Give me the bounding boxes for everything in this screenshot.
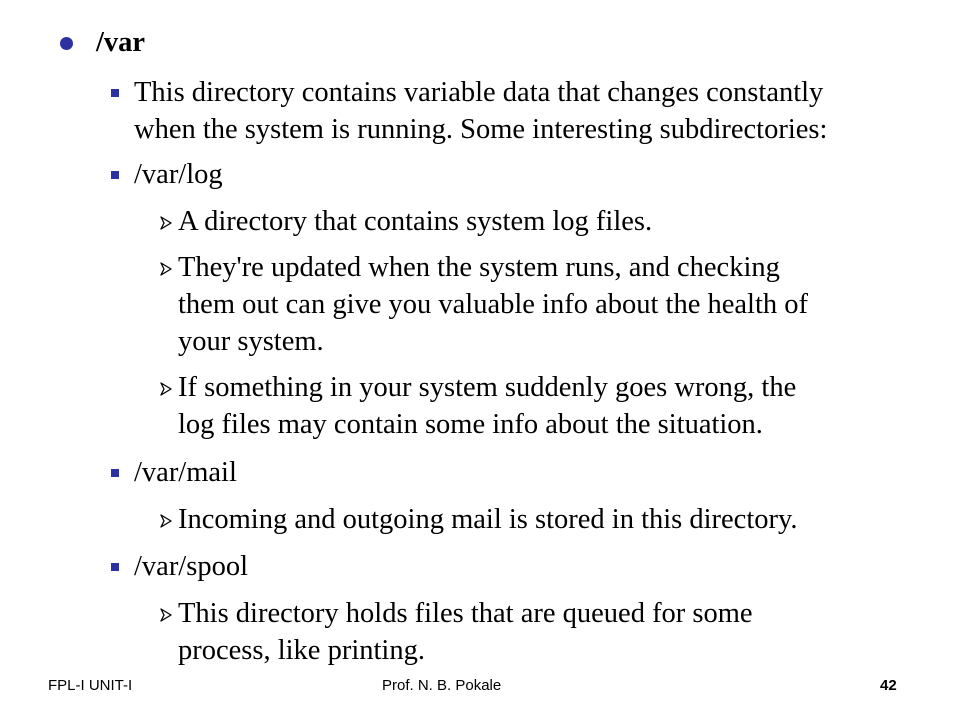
arrowhead-bullet-icon [160, 262, 172, 276]
mail-point-1: Incoming and outgoing mail is stored in this directory. [178, 504, 798, 535]
spool-point-1-line-1: This directory holds files that are queued for some [178, 598, 753, 629]
square-bullet-icon [111, 89, 119, 97]
spool-point-1-line-2: process, like printing. [178, 635, 425, 666]
arrowhead-bullet-icon [160, 382, 172, 396]
footer-page-number: 42 [880, 677, 897, 694]
log-point-3-line-1: If something in your system suddenly goes wrong, the [178, 372, 797, 403]
log-point-3-line-2: log files may contain some info about the situation. [178, 409, 763, 440]
log-point-2-line-1: They're updated when the system runs, and checking [178, 252, 780, 283]
arrowhead-bullet-icon [160, 514, 172, 528]
circle-bullet-icon [60, 37, 73, 50]
footer-course: FPL-I UNIT-I [48, 677, 133, 694]
arrowhead-bullet-icon [160, 216, 172, 230]
arrowhead-bullet-icon [160, 608, 172, 622]
subdir-spool-label: /var/spool [134, 551, 248, 582]
log-point-2-line-2: them out can give you valuable info about the health of [178, 289, 808, 320]
intro-line-2: when the system is running. Some interesting subdirectories: [134, 114, 828, 145]
square-bullet-icon [111, 469, 119, 477]
square-bullet-icon [111, 563, 119, 571]
footer-author: Prof. N. B. Pokale [382, 677, 502, 694]
subdir-log-label: /var/log [134, 159, 223, 190]
square-bullet-icon [111, 171, 119, 179]
log-point-2-line-3: your system. [178, 326, 324, 357]
log-point-1: A directory that contains system log files. [178, 206, 653, 237]
subdir-mail-label: /var/mail [134, 457, 237, 488]
intro-line-1: This directory contains variable data that changes constantly [134, 77, 824, 108]
slide-heading: /var [96, 27, 146, 58]
